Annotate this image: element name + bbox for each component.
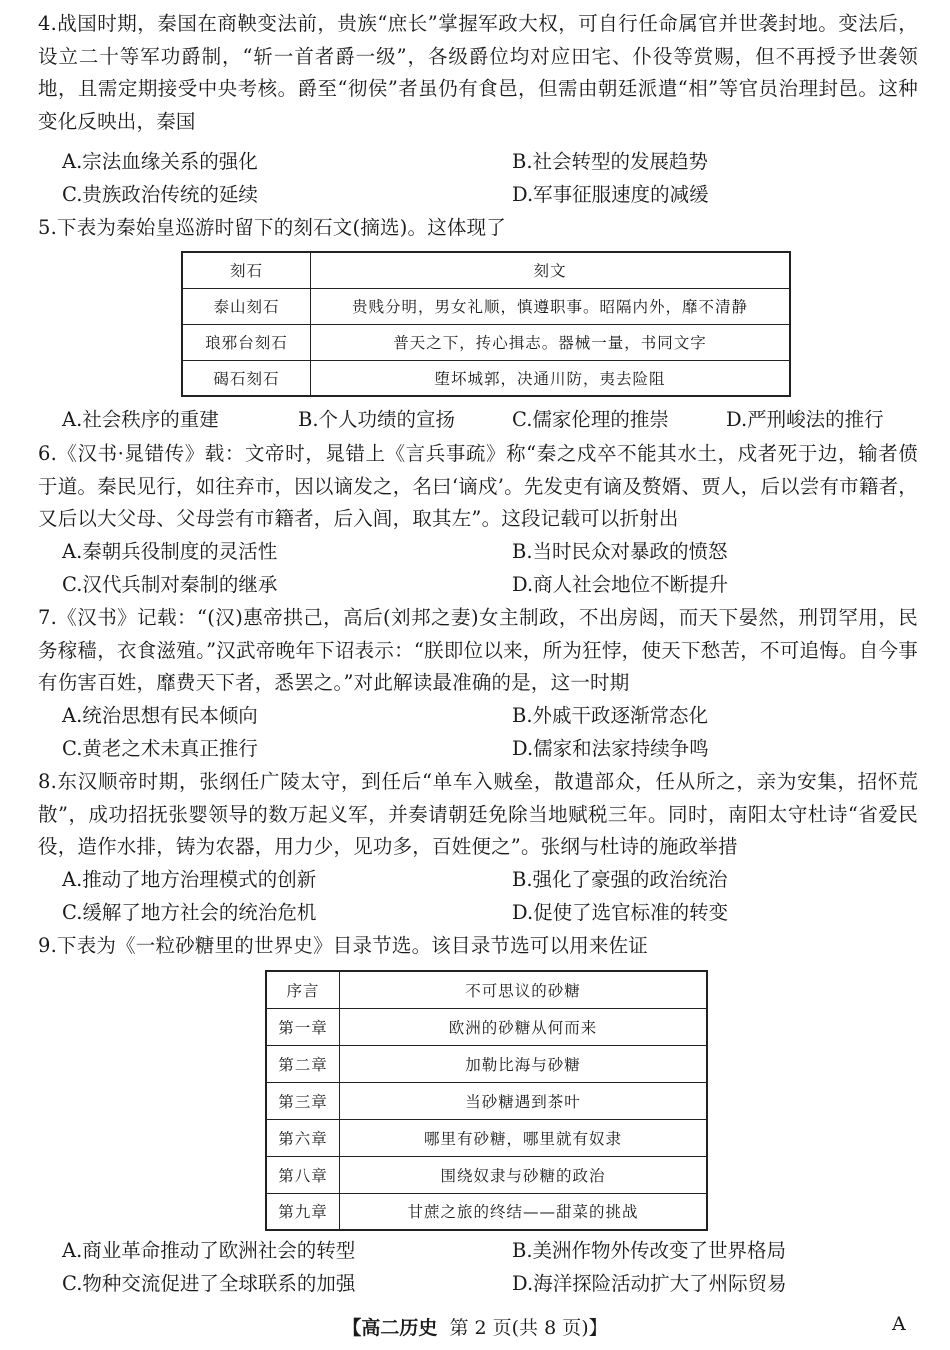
table-header-cell: 刻石 — [182, 252, 311, 288]
table-cell: 堕坏城郭，决通川防，夷去险阻 — [311, 360, 791, 396]
option-b[interactable]: B.美洲作物外传改变了世界格局 — [512, 1239, 787, 1262]
option-d[interactable]: D.促使了选官标准的转变 — [512, 900, 729, 924]
option-d[interactable]: D.海洋探险活动扩大了州际贸易 — [512, 1271, 787, 1295]
table-row — [266, 1193, 707, 1230]
option-b[interactable]: B.外戚干政逐渐常态化 — [512, 704, 709, 727]
table-row — [182, 360, 790, 396]
question-7-options — [62, 700, 922, 765]
question-6 — [38, 438, 918, 536]
option-b[interactable]: B.个人功绩的宣扬 — [298, 408, 456, 431]
option-c[interactable]: C.物种交流促进了全球联系的加强 — [62, 1271, 356, 1295]
table-cell: 琅邪台刻石 — [182, 324, 311, 360]
question-4 — [38, 8, 918, 138]
table-cell: 碣石刻石 — [182, 360, 311, 396]
question-4-stem: 4.战国时期，秦国在商鞅变法前，贵族“庶长”掌握军政大权，可自行任命属官并世袭封地。变法后，设立二十等军功爵制，“斩一首者爵一级”，各级爵位均对应田宅、仆役等赏赐，但不再授予世袭领地，且需定期接受中央考核。爵至“彻侯”者虽仍有食邑，但需由朝廷派遣“相”等官员治理封邑。这种变化反映出，秦国 — [38, 12, 918, 133]
option-d[interactable]: D.儒家和法家持续争鸣 — [512, 736, 709, 760]
footer-page-number: 第 2 页(共 8 页)】 — [449, 1317, 608, 1339]
option-c[interactable]: C.缓解了地方社会的统治危机 — [62, 900, 317, 924]
table-cell: 甘蔗之旅的终结——甜菜的挑战 — [340, 1193, 708, 1230]
question-9-options — [62, 1235, 922, 1300]
table-cell: 哪里有砂糖，哪里就有奴隶 — [340, 1119, 708, 1156]
table-row — [266, 1008, 707, 1045]
question-7-stem: 7.《汉书》记载：“(汉)惠帝拱己，高后(刘邦之妻)女主制政，不出房闼，而天下晏然，刑罚罕用，民务稼穑，衣食滋殖。”汉武帝晚年下诏表示：“朕即位以来，所为狂悖，使天下愁苦，不可追悔。自今事有伤害百姓，靡费天下者，悉罢之。”对此解读最准确的是，这一时期 — [38, 606, 918, 694]
option-a[interactable]: A.推动了地方治理模式的创新 — [62, 868, 317, 891]
option-a[interactable]: A.商业革命推动了欧洲社会的转型 — [62, 1239, 356, 1262]
table-row — [266, 971, 707, 1008]
table-row — [266, 1119, 707, 1156]
table-row — [182, 324, 790, 360]
table-cell: 第二章 — [266, 1045, 340, 1082]
page-footer — [0, 1313, 950, 1340]
question-5-stem: 5.下表为秦始皇巡游时留下的刻石文(摘选)。这体现了 — [38, 216, 507, 239]
table-cell: 第九章 — [266, 1193, 340, 1230]
table-cell: 第六章 — [266, 1119, 340, 1156]
question-4-options — [62, 146, 922, 211]
table-cell: 围绕奴隶与砂糖的政治 — [340, 1156, 708, 1193]
option-c[interactable]: C.儒家伦理的推崇 — [512, 408, 669, 431]
paper-version: A — [892, 1313, 906, 1335]
table-row — [266, 1156, 707, 1193]
table-cell: 欧洲的砂糖从何而来 — [340, 1008, 708, 1045]
option-d[interactable]: D.严刑峻法的推行 — [726, 408, 884, 431]
table-cell: 加勒比海与砂糖 — [340, 1045, 708, 1082]
option-a[interactable]: A.秦朝兵役制度的灵活性 — [62, 540, 278, 563]
table-header-row — [182, 252, 790, 288]
toc-table — [265, 970, 708, 1231]
table-cell: 序言 — [266, 971, 340, 1008]
option-c[interactable]: C.汉代兵制对秦制的继承 — [62, 572, 278, 596]
inscription-table — [181, 251, 791, 397]
table-row — [182, 288, 790, 324]
table-header-cell: 刻文 — [311, 252, 791, 288]
question-5 — [38, 212, 918, 245]
table-cell: 普天之下，抟心揖志。器械一量，书同文字 — [311, 324, 791, 360]
table-cell: 不可思议的砂糖 — [340, 971, 708, 1008]
table-row — [266, 1045, 707, 1082]
option-c[interactable]: C.贵族政治传统的延续 — [62, 182, 258, 206]
question-5-options — [62, 404, 922, 437]
question-7 — [38, 602, 918, 700]
option-d[interactable]: D.军事征服速度的减缓 — [512, 182, 709, 206]
table-cell: 当砂糖遇到茶叶 — [340, 1082, 708, 1119]
option-b[interactable]: B.社会转型的发展趋势 — [512, 150, 709, 173]
question-8 — [38, 766, 918, 864]
table-cell: 贵贱分明，男女礼顺，慎遵职事。昭隔内外，靡不清静 — [311, 288, 791, 324]
option-a[interactable]: A.宗法血缘关系的强化 — [62, 150, 258, 173]
table-row — [266, 1082, 707, 1119]
table-cell: 第八章 — [266, 1156, 340, 1193]
question-8-stem: 8.东汉顺帝时期，张纲任广陵太守，到任后“单车入贼垒，散遣部众，任从所之，亲为安集，招怀荒散”，成功招抚张婴领导的数万起义军，并奏请朝廷免除当地赋税三年。同时，南阳太守杜诗“省爱民役，造作水排，铸为农器，用力少，见功多，百姓便之”。张纲与杜诗的施政举措 — [38, 770, 918, 858]
question-6-options — [62, 536, 922, 601]
table-cell: 第三章 — [266, 1082, 340, 1119]
option-a[interactable]: A.社会秩序的重建 — [62, 408, 219, 431]
footer-subject: 【高二历史 — [342, 1317, 438, 1339]
option-a[interactable]: A.统治思想有民本倾向 — [62, 704, 258, 727]
question-9-stem: 9.下表为《一粒砂糖里的世界史》目录节选。该目录节选可以用来佐证 — [38, 934, 649, 957]
table-cell: 泰山刻石 — [182, 288, 311, 324]
option-d[interactable]: D.商人社会地位不断提升 — [512, 572, 729, 596]
option-c[interactable]: C.黄老之术未真正推行 — [62, 736, 258, 760]
option-b[interactable]: B.当时民众对暴政的愤怒 — [512, 540, 728, 563]
option-b[interactable]: B.强化了豪强的政治统治 — [512, 868, 728, 891]
table-cell: 第一章 — [266, 1008, 340, 1045]
question-9 — [38, 930, 918, 963]
question-8-options — [62, 864, 922, 929]
question-6-stem: 6.《汉书·晁错传》载：文帝时，晁错上《言兵事疏》称“秦之戍卒不能其水土，戍者死于边，输者偾于道。秦民见行，如往弃市，因以谪发之，名曰‘谪戍’。先发吏有谪及赘婿、贾人，后以尝有市籍者，又后以大父母、父母尝有市籍者，后入闾，取其左”。这段记载可以折射出 — [38, 442, 918, 530]
